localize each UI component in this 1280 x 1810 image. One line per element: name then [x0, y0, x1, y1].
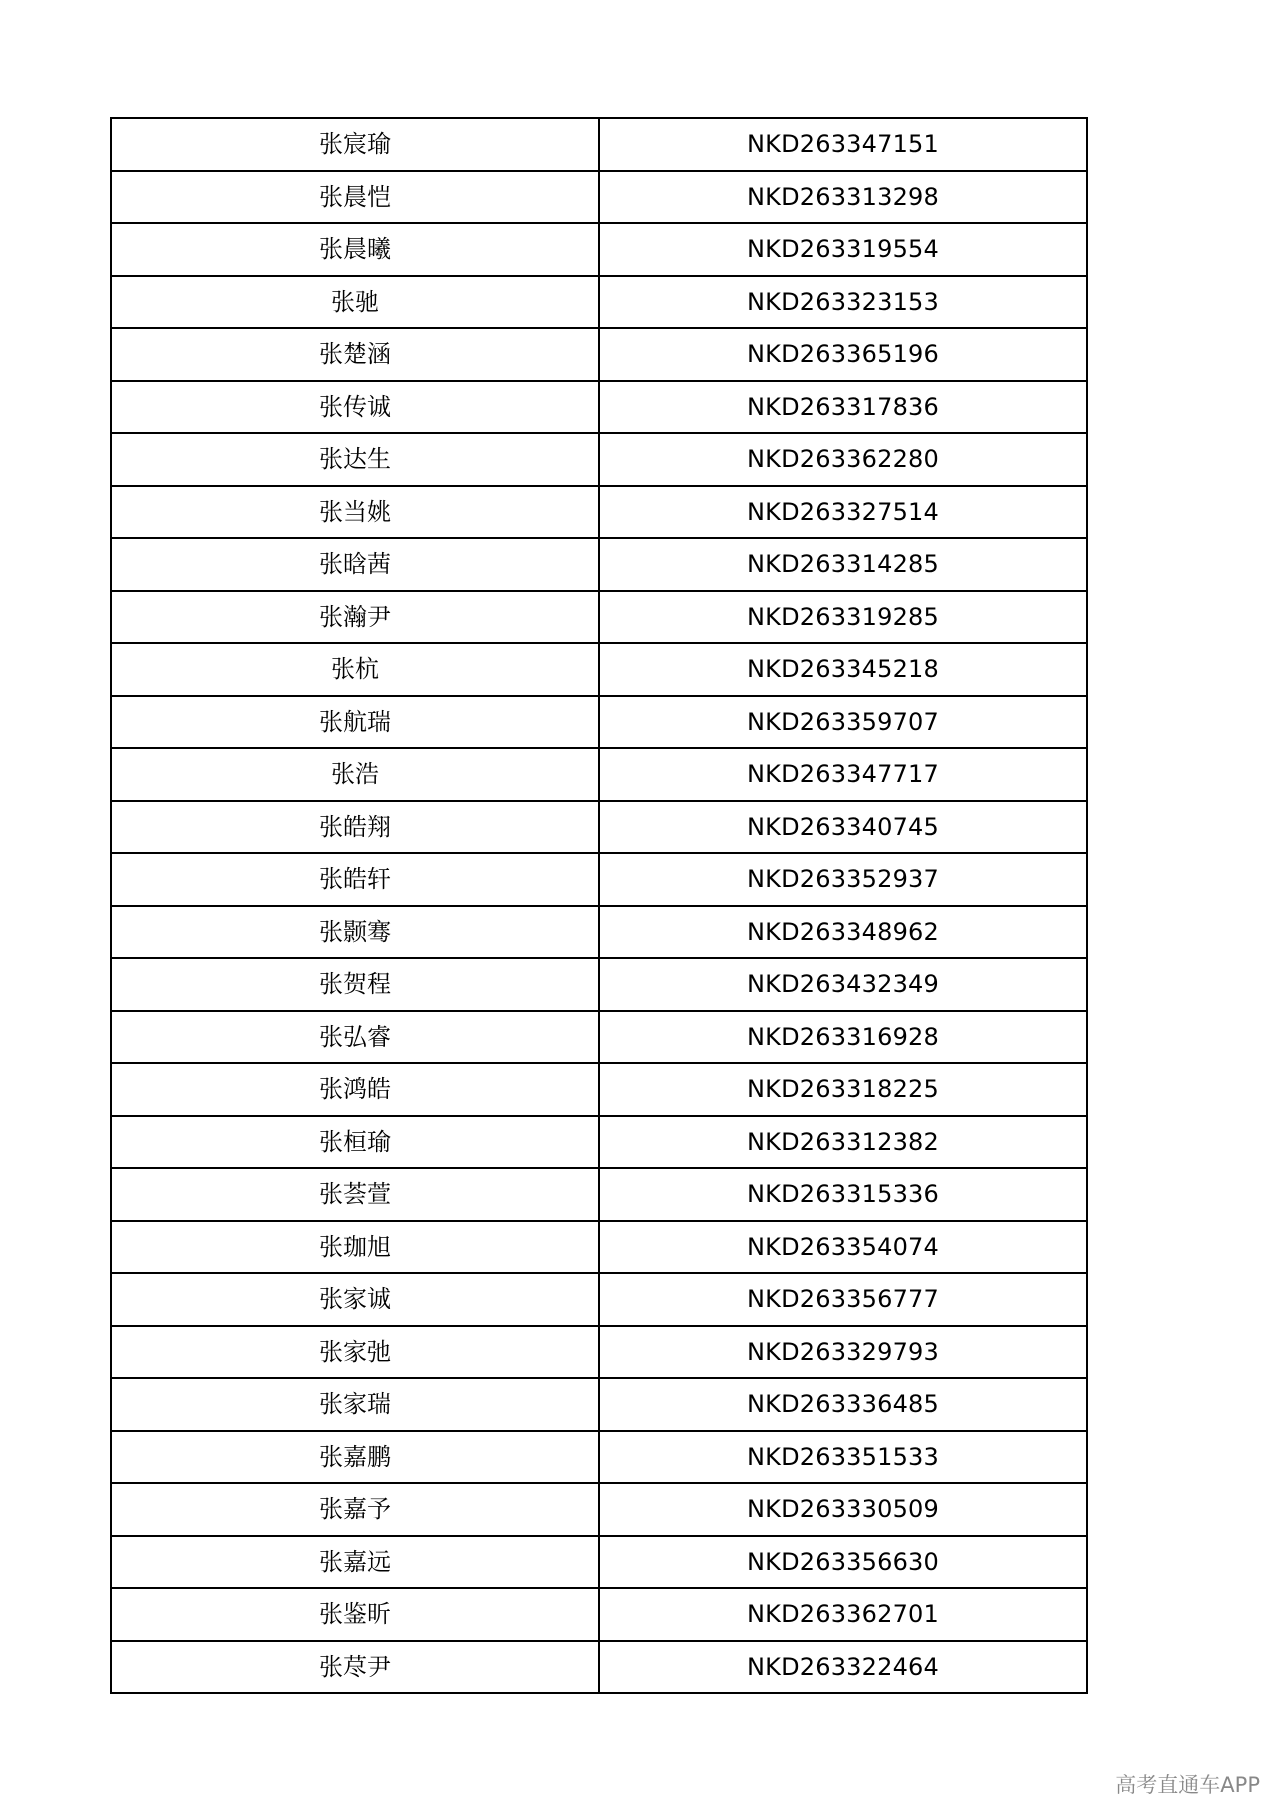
roster-body: [111, 118, 1087, 1693]
table-row: [111, 1641, 1087, 1694]
table-row: [111, 748, 1087, 801]
student-id-cell: NKD263319554: [599, 223, 1087, 276]
table-row: [111, 118, 1087, 171]
student-id-cell: NKD263327514: [599, 486, 1087, 539]
student-name-cell: 张晨恺: [111, 171, 599, 224]
student-id-cell: NKD263348962: [599, 906, 1087, 959]
table-row: [111, 1273, 1087, 1326]
student-id-cell: NKD263313298: [599, 171, 1087, 224]
table-row: [111, 591, 1087, 644]
watermark: 高考直通车APP: [1115, 1773, 1260, 1797]
student-id-cell: NKD263330509: [599, 1483, 1087, 1536]
student-id-cell: NKD263318225: [599, 1063, 1087, 1116]
student-id-cell: NKD263314285: [599, 538, 1087, 591]
table-row: [111, 1168, 1087, 1221]
student-name-cell: 张颢骞: [111, 906, 599, 959]
student-name-cell: 张杭: [111, 643, 599, 696]
table-row: [111, 1221, 1087, 1274]
student-name-cell: 张瀚尹: [111, 591, 599, 644]
student-id-cell: NKD263359707: [599, 696, 1087, 749]
student-name-cell: 张家弛: [111, 1326, 599, 1379]
student-name-cell: 张荩尹: [111, 1641, 599, 1694]
student-name-cell: 张皓翔: [111, 801, 599, 854]
student-name-cell: 张驰: [111, 276, 599, 329]
student-name-cell: 张嘉予: [111, 1483, 599, 1536]
student-name-cell: 张弘睿: [111, 1011, 599, 1064]
student-id-cell: NKD263336485: [599, 1378, 1087, 1431]
student-id-cell: NKD263312382: [599, 1116, 1087, 1169]
table-row: [111, 223, 1087, 276]
student-name-cell: 张家诚: [111, 1273, 599, 1326]
student-id-cell: NKD263315336: [599, 1168, 1087, 1221]
student-name-cell: 张嘉远: [111, 1536, 599, 1589]
roster-table: [110, 117, 1088, 1694]
student-id-cell: NKD263365196: [599, 328, 1087, 381]
table-row: [111, 1588, 1087, 1641]
student-id-cell: NKD263347717: [599, 748, 1087, 801]
table-row: [111, 1116, 1087, 1169]
student-id-cell: NKD263316928: [599, 1011, 1087, 1064]
student-name-cell: 张航瑞: [111, 696, 599, 749]
student-name-cell: 张桓瑜: [111, 1116, 599, 1169]
table-row: [111, 328, 1087, 381]
table-row: [111, 1431, 1087, 1484]
table-row: [111, 1378, 1087, 1431]
student-id-cell: NKD263329793: [599, 1326, 1087, 1379]
table-row: [111, 276, 1087, 329]
table-row: [111, 1536, 1087, 1589]
student-id-cell: NKD263432349: [599, 958, 1087, 1011]
student-id-cell: NKD263356630: [599, 1536, 1087, 1589]
student-id-cell: NKD263322464: [599, 1641, 1087, 1694]
student-name-cell: 张贺程: [111, 958, 599, 1011]
student-id-cell: NKD263351533: [599, 1431, 1087, 1484]
student-id-cell: NKD263354074: [599, 1221, 1087, 1274]
table-row: [111, 906, 1087, 959]
table-row: [111, 381, 1087, 434]
student-name-cell: 张当姚: [111, 486, 599, 539]
student-id-cell: NKD263319285: [599, 591, 1087, 644]
student-id-cell: NKD263362701: [599, 1588, 1087, 1641]
table-row: [111, 1011, 1087, 1064]
student-id-cell: NKD263356777: [599, 1273, 1087, 1326]
table-row: [111, 486, 1087, 539]
student-id-cell: NKD263317836: [599, 381, 1087, 434]
student-name-cell: 张楚涵: [111, 328, 599, 381]
student-name-cell: 张浩: [111, 748, 599, 801]
table-row: [111, 1326, 1087, 1379]
table-row: [111, 433, 1087, 486]
table-row: [111, 958, 1087, 1011]
student-name-cell: 张鸿皓: [111, 1063, 599, 1116]
student-name-cell: 张家瑞: [111, 1378, 599, 1431]
student-name-cell: 张晗茜: [111, 538, 599, 591]
table-row: [111, 696, 1087, 749]
student-name-cell: 张达生: [111, 433, 599, 486]
table-row: [111, 1483, 1087, 1536]
student-name-cell: 张宸瑜: [111, 118, 599, 171]
table-row: [111, 1063, 1087, 1116]
student-name-cell: 张鉴昕: [111, 1588, 599, 1641]
table-row: [111, 171, 1087, 224]
student-name-cell: 张传诚: [111, 381, 599, 434]
student-id-cell: NKD263340745: [599, 801, 1087, 854]
student-id-cell: NKD263323153: [599, 276, 1087, 329]
student-name-cell: 张荟萱: [111, 1168, 599, 1221]
table-row: [111, 643, 1087, 696]
table-row: [111, 801, 1087, 854]
student-name-cell: 张晨曦: [111, 223, 599, 276]
student-name-cell: 张嘉鹏: [111, 1431, 599, 1484]
student-name-cell: 张皓轩: [111, 853, 599, 906]
table-row: [111, 538, 1087, 591]
student-id-cell: NKD263345218: [599, 643, 1087, 696]
student-id-cell: NKD263347151: [599, 118, 1087, 171]
student-name-cell: 张珈旭: [111, 1221, 599, 1274]
student-id-cell: NKD263352937: [599, 853, 1087, 906]
student-id-cell: NKD263362280: [599, 433, 1087, 486]
table-row: [111, 853, 1087, 906]
